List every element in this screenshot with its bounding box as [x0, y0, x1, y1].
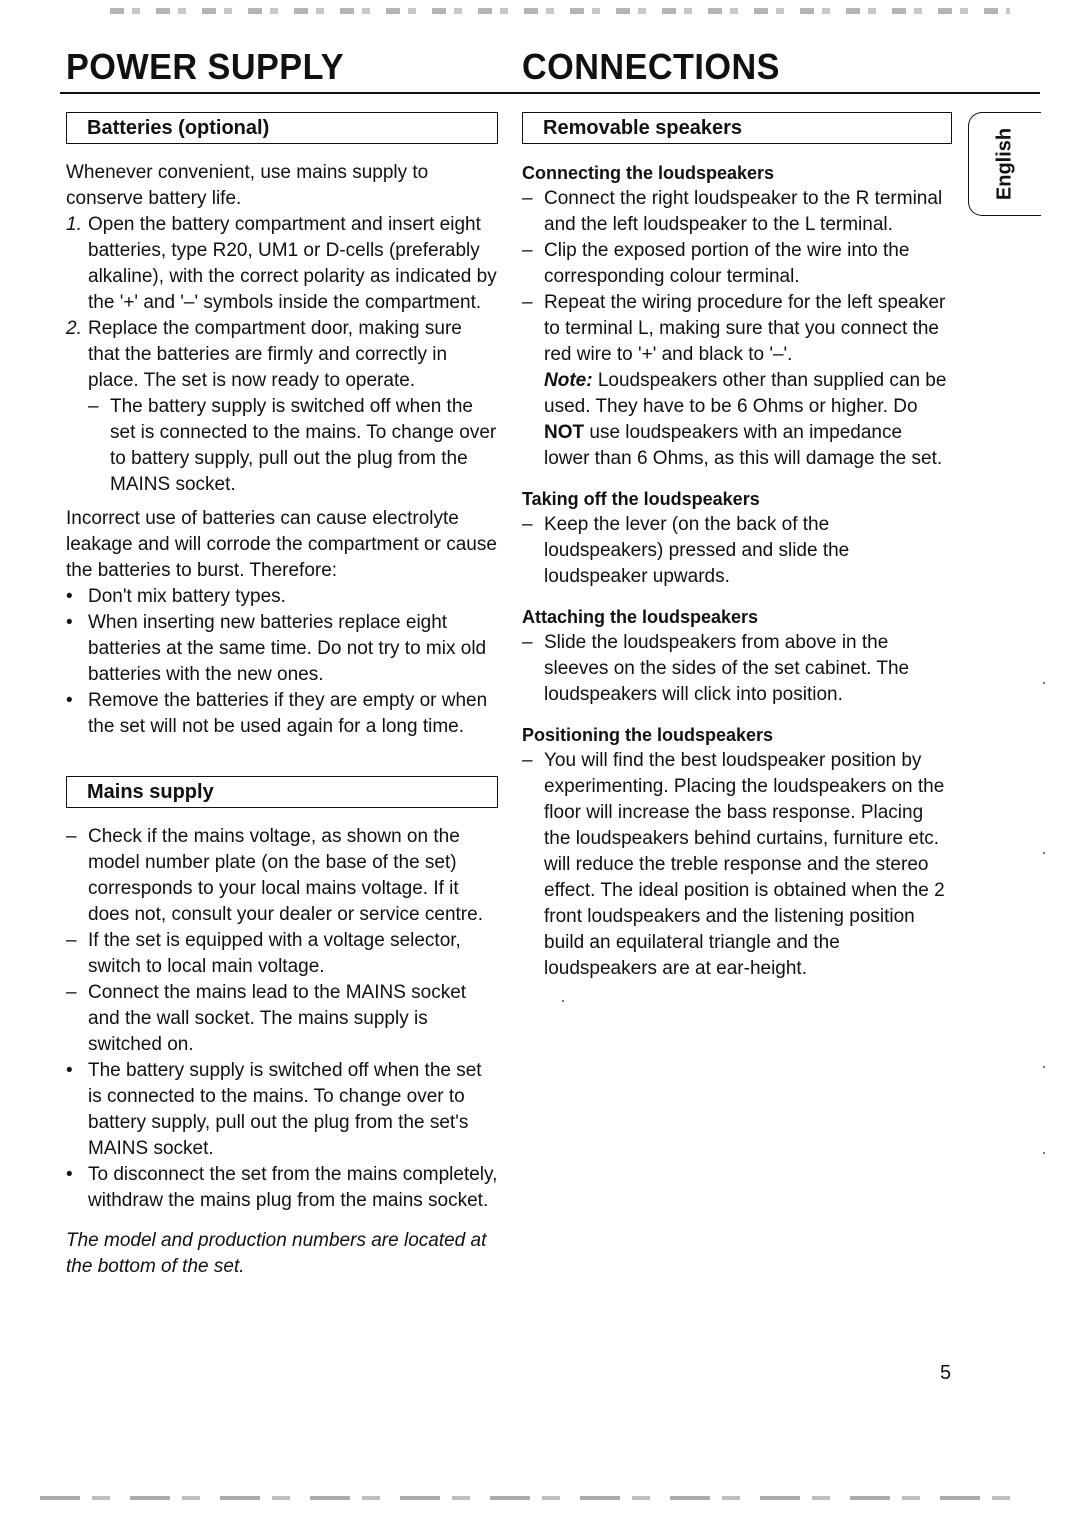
scan-speck: [562, 1000, 564, 1002]
battery-bullet: [66, 584, 498, 610]
dash-marker: –: [522, 240, 533, 261]
bullet-marker: •: [66, 586, 73, 607]
mains-dash: [66, 928, 498, 980]
dash-marker: –: [66, 982, 77, 1003]
battery-warning: Incorrect use of batteries can cause electrolyte leakage and will corrode the compartment or cause the batteries to burst. Therefore:: [66, 508, 497, 581]
step-number: 1.: [66, 214, 82, 235]
bullet-text: Don't mix battery types.: [88, 586, 286, 607]
scan-speck: [1043, 852, 1045, 854]
dash-marker: –: [66, 930, 77, 951]
dash-text: Slide the loudspeakers from above in the sleeves on the sides of the set cabinet. The loudspeakers will click into position.: [544, 632, 910, 705]
bullet-text: To disconnect the set from the mains completely, withdraw the mains plug from the mains socket.: [88, 1164, 498, 1211]
dash-text: Check if the mains voltage, as shown on the model number plate (on the base of the set) corresponds to your local mains voltage. If it does not, consult your dealer or service centre.: [88, 826, 483, 925]
mains-heading: Mains supply: [66, 776, 498, 808]
mains-dash: [66, 980, 498, 1058]
bullet-marker: •: [66, 690, 73, 711]
bullet-text: Remove the batteries if they are empty or when the set will not be used again for a long time.: [88, 690, 488, 737]
step-text: Open the battery compartment and insert eight batteries, type R20, UM1 or D-cells (preferably alkaline), with the correct polarity as indicated by the '+' and '–' symbols inside the compartment.: [88, 214, 497, 313]
connecting-title: Connecting the loudspeakers: [522, 163, 775, 183]
dash-marker: –: [66, 826, 77, 847]
positioning-dash: [522, 748, 952, 982]
dash-text: Clip the exposed portion of the wire into the corresponding colour terminal.: [544, 240, 910, 287]
bullet-marker: •: [66, 612, 73, 633]
positioning-title: Positioning the loudspeakers: [522, 725, 774, 745]
dash-marker: –: [522, 188, 533, 209]
bullet-marker: •: [66, 1060, 73, 1081]
mains-dash: [66, 824, 498, 928]
right-column: [522, 112, 952, 982]
scan-speck: [1043, 682, 1045, 684]
dash-text: Keep the lever (on the back of the loudspeakers) pressed and slide the loudspeaker upwards.: [544, 514, 850, 587]
mains-bullet: [66, 1058, 498, 1162]
footnote: The model and production numbers are located at the bottom of the set.: [66, 1230, 487, 1277]
connecting-note: [522, 368, 952, 472]
bullet-text: When inserting new batteries replace eight batteries at the same time. Do not try to mix old batteries with the new ones.: [88, 612, 487, 685]
dash-text: If the set is equipped with a voltage selector, switch to local main voltage.: [88, 930, 461, 977]
bullet-text: The battery supply is switched off when the set is connected to the mains. To change over to battery supply, pull out the plug from the set's MAINS socket.: [88, 1060, 482, 1159]
dash-text: Connect the mains lead to the MAINS socket and the wall socket. The mains supply is switched on.: [88, 982, 467, 1055]
note-not: NOT: [544, 422, 585, 443]
mains-bullet: [66, 1162, 498, 1214]
attaching-title: Attaching the loudspeakers: [522, 607, 759, 627]
language-tab: [968, 112, 1041, 216]
dash-marker: –: [88, 396, 99, 417]
scan-speck: [1043, 1152, 1045, 1154]
dash-text: Repeat the wiring procedure for the left speaker to terminal L, making sure that you connect the red wire to '+' and black to '–'.: [544, 292, 946, 365]
step-number: 2.: [66, 318, 82, 339]
left-column: [66, 112, 498, 1280]
note-text-a: Loudspeakers other than supplied can be used. They have to be 6 Ohms or higher. Do: [544, 370, 947, 417]
attaching-dash: [522, 630, 952, 708]
section-title-connections: CONNECTIONS: [522, 46, 780, 87]
removable-speakers-heading: Removable speakers: [522, 112, 952, 144]
scan-noise-top: [110, 8, 1010, 14]
dash-marker: –: [522, 292, 533, 313]
battery-bullet: [66, 688, 498, 740]
dash-marker: –: [522, 750, 533, 771]
scan-speck: [1043, 1066, 1045, 1068]
title-rule: [60, 92, 1040, 94]
battery-step-2: [66, 316, 498, 394]
battery-step-note: [88, 394, 498, 498]
step-note-text: The battery supply is switched off when the set is connected to the mains. To change over to battery supply, pull out the plug from the MAINS socket.: [110, 396, 497, 495]
dash-marker: –: [522, 632, 533, 653]
connecting-dash: [522, 186, 952, 238]
note-label: Note:: [544, 370, 593, 391]
taking-off-title: Taking off the loudspeakers: [522, 489, 760, 509]
connecting-dash: [522, 238, 952, 290]
dash-text: You will find the best loudspeaker position by experimenting. Placing the loudspeakers on the floor will increase the bass response. Placing the loudspeakers behind curtains, furniture etc. will reduce the treble response and the stereo effect. The ideal position is obtained when the 2 front loudspeakers and the listening position build an equilateral triangle and the loudspeakers are at ear-height.: [544, 750, 945, 979]
scan-noise-bottom: [40, 1496, 1020, 1500]
language-label: English: [993, 127, 1016, 201]
page-number: 5: [940, 1362, 952, 1384]
battery-step-1: [66, 212, 498, 316]
battery-bullet: [66, 610, 498, 688]
step-text: Replace the compartment door, making sure that the batteries are firmly and correctly in place. The set is now ready to operate.: [88, 318, 462, 391]
bullet-marker: •: [66, 1164, 73, 1185]
section-title-power-supply: POWER SUPPLY: [66, 46, 345, 87]
taking-off-dash: [522, 512, 952, 590]
batteries-intro: Whenever convenient, use mains supply to conserve battery life.: [66, 162, 429, 209]
dash-marker: –: [522, 514, 533, 535]
connecting-dash: [522, 290, 952, 368]
batteries-heading: Batteries (optional): [66, 112, 498, 144]
note-text-b: use loudspeakers with an impedance lower than 6 Ohms, as this will damage the set.: [544, 422, 943, 469]
dash-text: Connect the right loudspeaker to the R terminal and the left loudspeaker to the L terminal.: [544, 188, 943, 235]
